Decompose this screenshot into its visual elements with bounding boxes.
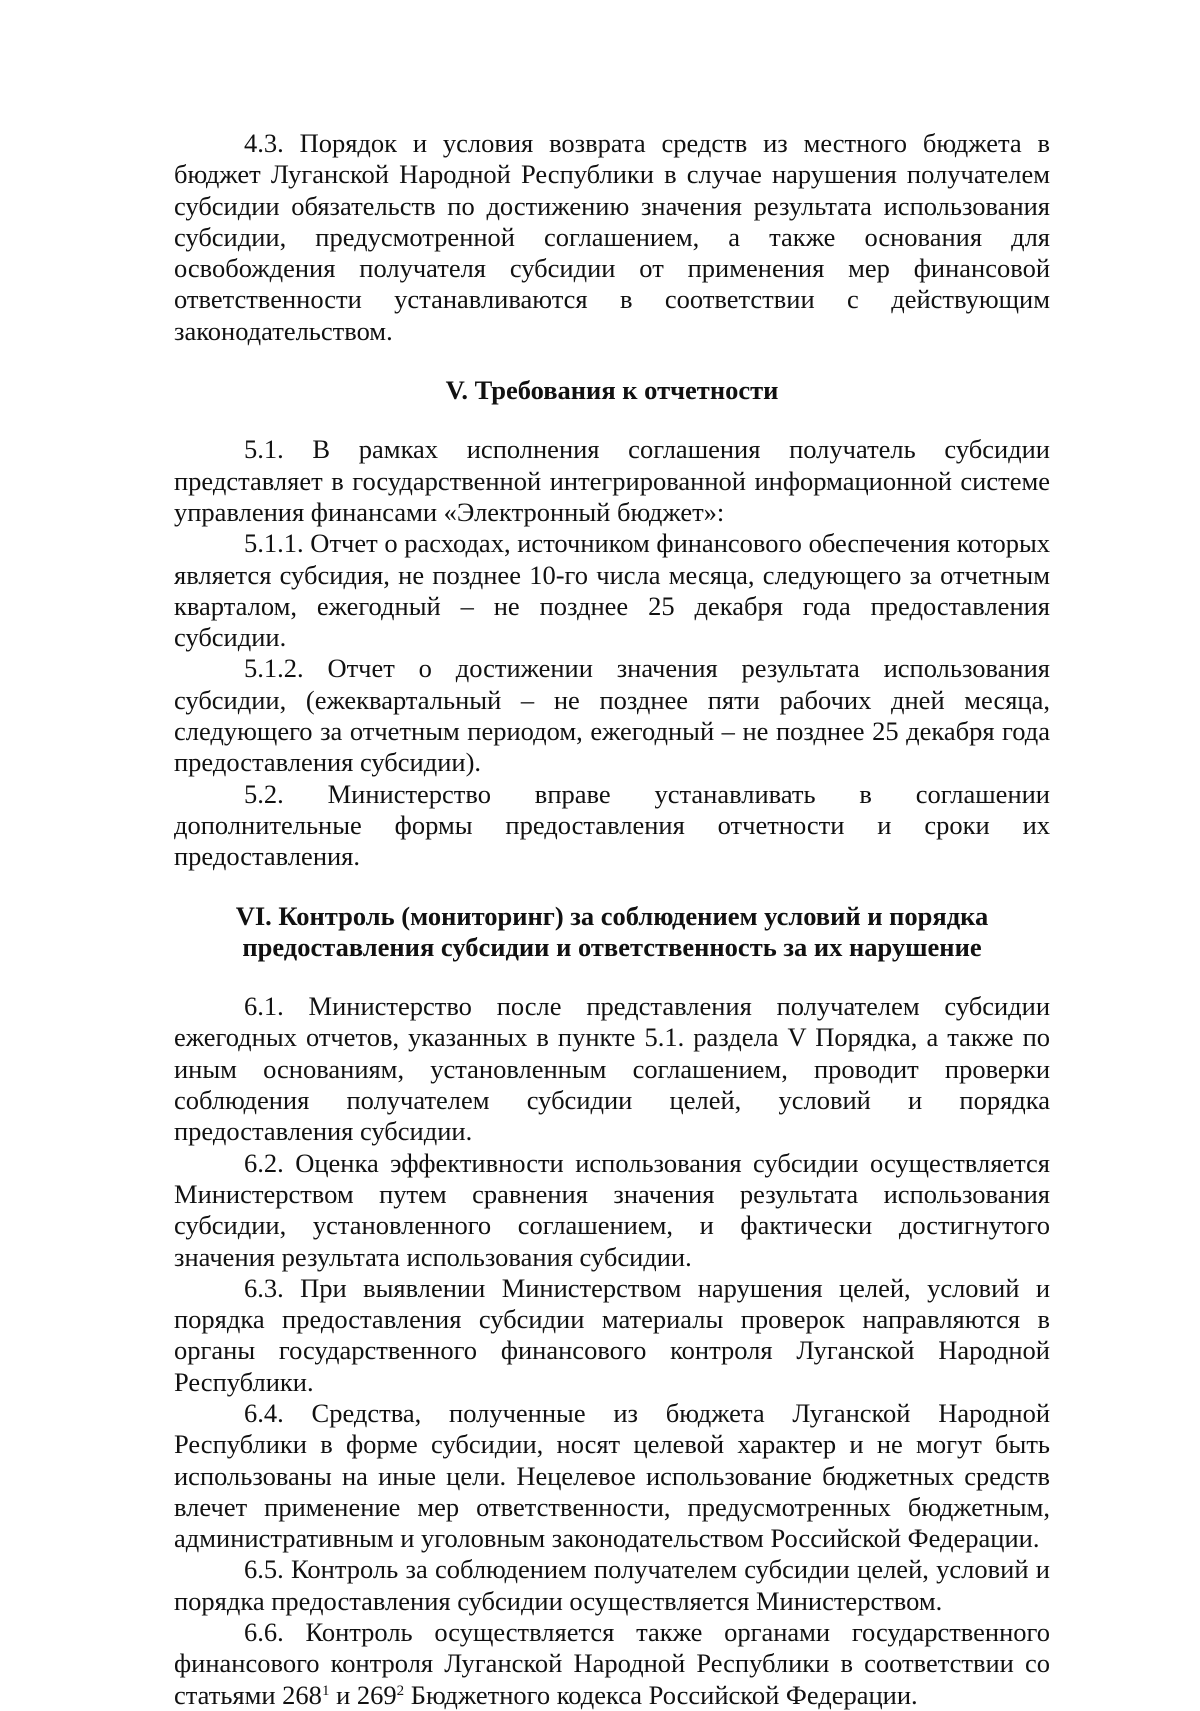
section-6-heading <box>174 901 1050 964</box>
paragraph-6-6-text-3: Бюджетного кодекса Российской Федерации. <box>404 1679 918 1710</box>
paragraph-6-5: 6.5. Контроль за соблюдением получателем субсидии целей, условий и порядка предоставления субсидии осуществляется Министерством. <box>174 1554 1050 1616</box>
paragraph-5-2: 5.2. Министерство вправе устанавливать в соглашении дополнительные формы предоставления отчетности и сроки их предоставления. <box>174 778 1050 872</box>
paragraph-6-6-text-2: и 269 <box>329 1679 397 1710</box>
superscript-2: 2 <box>396 1682 405 1699</box>
paragraph-5-1-2: 5.1.2. Отчет о достижении значения результата использования субсидии, (ежеквартальный – не позднее пяти рабочих дней месяца, следующего за отчетным периодом, ежегодный – не позднее 25 декабря года предоставления субсидии). <box>174 653 1050 778</box>
spacer <box>174 406 1050 434</box>
paragraph-6-1: 6.1. Министерство после представления получателем субсидии ежегодных отчетов, указанных в пункте 5.1. раздела V Порядка, а также по иным основаниям, установленным соглашением, проводит проверки соблюдения получателем субсидии целей, условий и порядка предоставления субсидии. <box>174 991 1050 1147</box>
paragraph-6-4: 6.4. Средства, полученные из бюджета Луганской Народной Республики в форме субсидии, носят целевой характер и не могут быть использованы на иные цели. Нецелевое использование бюджетных средств влечет применение мер ответственности, предусмотренных бюджетным, административным и уголовным законодательством Российской Федерации. <box>174 1397 1050 1554</box>
paragraph-6-2: 6.2. Оценка эффективности использования субсидии осуществляется Министерством путем сравнения значения результата использования субсидии, установленного соглашением, и фактически достигнутого значения результата использования субсидии. <box>174 1147 1050 1272</box>
paragraph-6-3: 6.3. При выявлении Министерством нарушения целей, условий и порядка предоставления субсидии материалы проверок направляются в органы государственного финансового контроля Луганской Народной Республики. <box>174 1272 1050 1397</box>
document-page <box>174 128 1050 1711</box>
section-6-heading-line1: VI. Контроль (мониторинг) за соблюдением условий и порядка <box>235 900 989 931</box>
section-6-heading-line2: предоставления субсидии и ответственность за их нарушение <box>242 931 982 962</box>
paragraph-5-1-1: 5.1.1. Отчет о расходах, источником финансового обеспечения которых является субсидия, не позднее 10-го числа месяца, следующего за отчетным кварталом, ежегодный – не позднее 25 декабря года предоставления субсидии. <box>174 528 1050 653</box>
paragraph-4-3: 4.3. Порядок и условия возврата средств из местного бюджета в бюджет Луганской Народной Республики в случае нарушения получателем субсидии обязательств по достижению значения результата использования субсидии, предусмотренной соглашением, а также основания для освобождения получателя субсидии от применения мер финансовой ответственности устанавливаются в соответствии с действующим законодательством. <box>174 128 1050 346</box>
paragraph-5-1: 5.1. В рамках исполнения соглашения получатель субсидии представляет в государственной интегрированной информационной системе управления финансами «Электронный бюджет»: <box>174 434 1050 527</box>
paragraph-6-6-text-1: 6.6. Контроль осуществляется также органами государственного финансового контроля Луганской Народной Республики в соответствии со статьями 268 <box>174 1617 1050 1710</box>
section-5-heading: V. Требования к отчетности <box>445 375 779 406</box>
spacer <box>174 963 1050 991</box>
spacer <box>174 347 1050 375</box>
spacer <box>174 873 1050 901</box>
superscript-1: 1 <box>321 1682 330 1699</box>
